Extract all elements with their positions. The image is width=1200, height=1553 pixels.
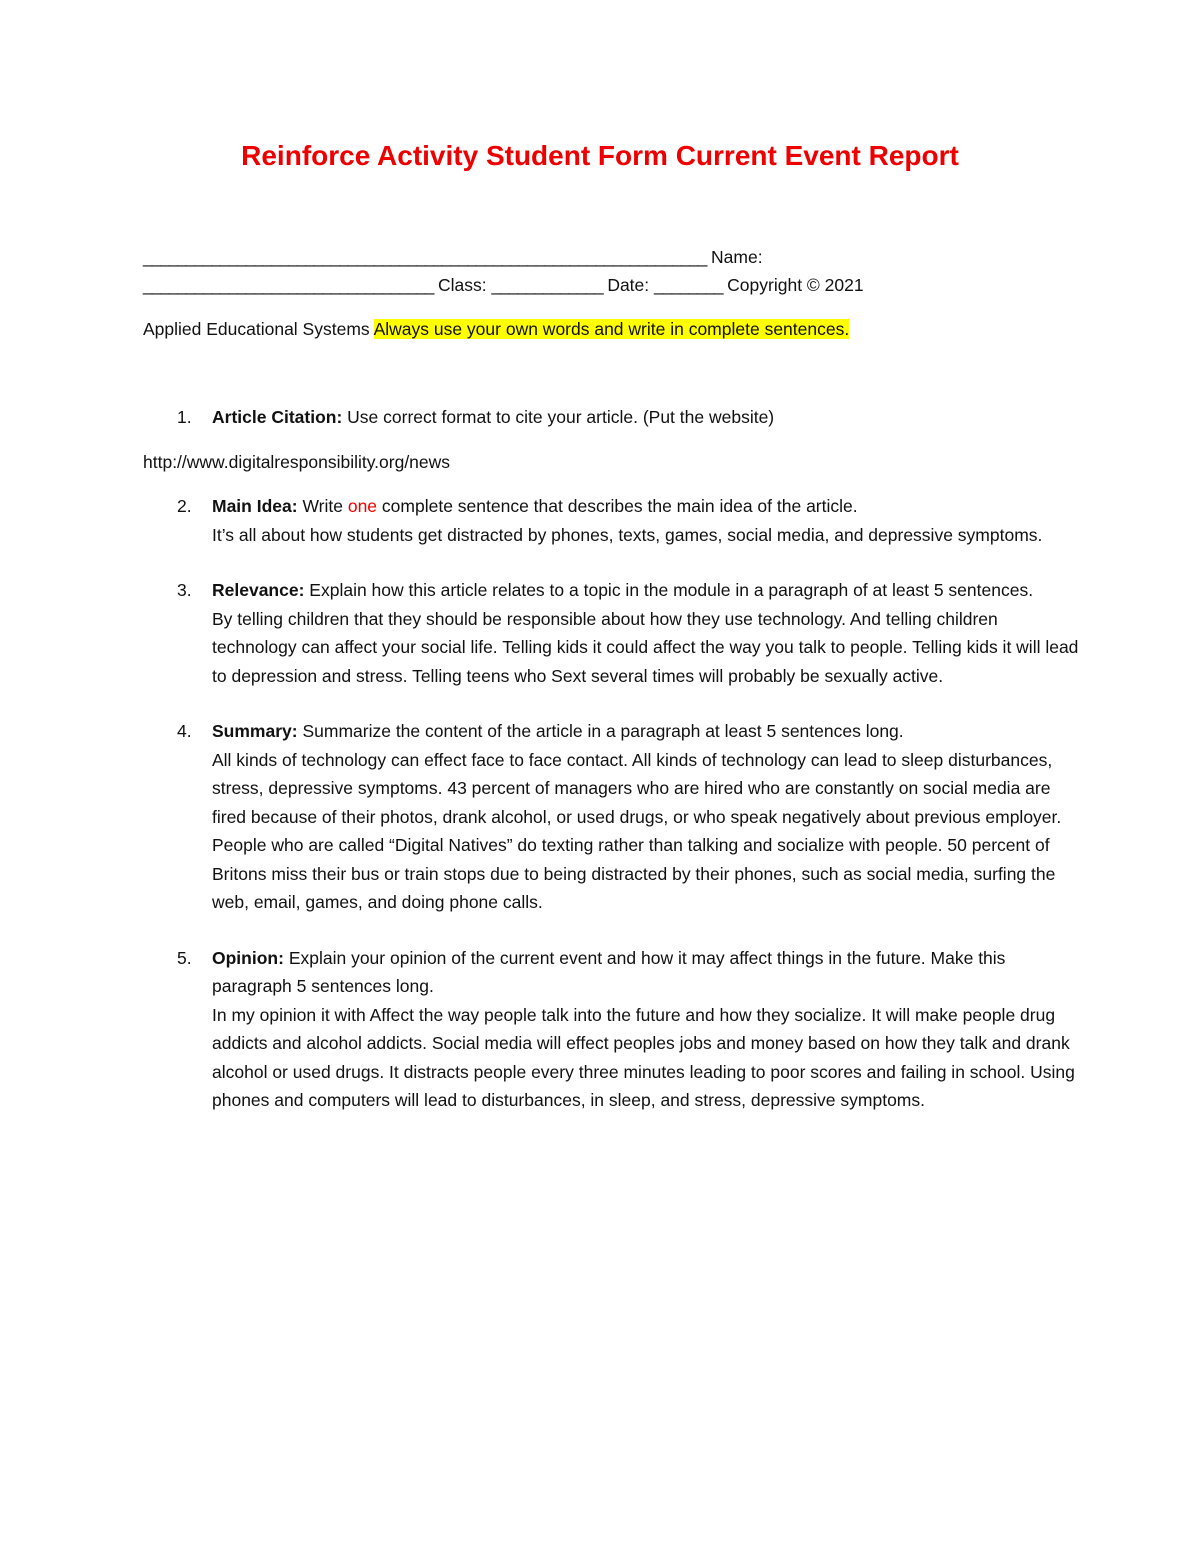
item-label: Article Citation:	[212, 407, 343, 427]
item-label: Summary:	[212, 721, 298, 741]
list-item-citation	[143, 403, 1083, 432]
item-prompt-text: Explain how this article relates to a topic in the module in a paragraph of at least 5 sentences.	[309, 580, 1034, 600]
emphasis-word: one	[347, 496, 378, 516]
name-line	[143, 243, 1083, 272]
item-prompt	[212, 944, 1083, 1001]
item-prompt-text: complete sentence that describes the main idea of the article.	[381, 496, 858, 516]
name-label: Name:	[711, 247, 763, 267]
item-number: 2.	[177, 496, 192, 516]
item-answer: All kinds of technology can effect face to face contact. All kinds of technology can lead to sleep disturbances, stress, depressive symptoms. 43 percent of managers who are hired who are constantly on social media are fired because of their photos, drank alcohol, or used drugs, or who speak negatively about previous employer. People who are called “Digital Natives” do texting rather than talking and socialize with people. 50 percent of Britons miss their bus or train stops due to being distracted by their phones, such as social media, surfing the web, email, games, and doing phone calls.	[212, 749, 1062, 912]
item-prompt	[212, 576, 1083, 605]
item-prompt	[212, 403, 1083, 432]
item-answer: By telling children that they should be responsible about how they use technology. And telling children technology can affect your social life. Telling kids it could affect the way you talk to people. Telling kids it will lead to depression and stress. Telling teens who Sext several times will probably be sexually active.	[212, 608, 1079, 686]
date-blank[interactable]: ________	[654, 275, 723, 295]
citation-url[interactable]: http://www.digitalresponsibility.org/news	[143, 452, 451, 472]
class-date-line	[143, 271, 1083, 300]
item-label: Main Idea:	[212, 496, 298, 516]
document-title: Reinforce Activity Student Form Current Event Report	[241, 140, 959, 171]
item-label: Opinion:	[212, 947, 284, 968]
class-blank[interactable]: _____________	[491, 275, 603, 295]
item-number: 1.	[177, 407, 192, 427]
publisher-line	[143, 315, 1083, 344]
item-number: 3.	[177, 580, 192, 600]
item-answer: In my opinion it with Affect the way people talk into the future and how they socialize. It will make people drug addicts and alcohol addicts. Social media will effect peoples jobs and money based on how they talk and drank alcohol or used drugs. It distracts people every three minutes leading to poor scores and failing in school. Using phones and computers will lead to disturbances, in sleep, and stress, depressive symptoms.	[212, 1004, 1075, 1110]
item-prompt-text: Write	[302, 496, 343, 516]
item-prompt	[212, 717, 1083, 746]
item-number: 5.	[177, 947, 192, 968]
class-label: Class:	[438, 275, 487, 295]
item-list-1	[143, 403, 1083, 432]
item-list-2	[143, 492, 1083, 1115]
highlighted-instruction: Always use your own words and write in complete sentences.	[373, 319, 850, 339]
line2-blank[interactable]: __________________________________	[143, 275, 434, 295]
list-item-summary	[143, 717, 1083, 917]
list-item-opinion	[143, 944, 1083, 1115]
item-prompt-text: Use correct format to cite your article. (Put the website)	[347, 407, 775, 427]
copyright-text: Copyright © 2021	[727, 275, 864, 295]
list-item-relevance	[143, 576, 1083, 690]
item-answer: It’s all about how students get distracted by phones, texts, games, social media, and depressive symptoms.	[212, 524, 1043, 545]
name-blank[interactable]: __________________________________________________________________	[143, 247, 707, 267]
publisher-name: Applied Educational Systems	[143, 319, 370, 339]
item-prompt-text: Explain your opinion of the current event and how it may affect things in the future. Make this paragraph 5 sentences long.	[212, 947, 1006, 996]
date-label: Date:	[607, 275, 650, 295]
item-label: Relevance:	[212, 580, 305, 600]
list-item-main-idea	[143, 492, 1083, 549]
item-prompt-text: Summarize the content of the article in a paragraph at least 5 sentences long.	[302, 721, 904, 741]
item-prompt	[212, 492, 1083, 521]
item-number: 4.	[177, 721, 192, 741]
